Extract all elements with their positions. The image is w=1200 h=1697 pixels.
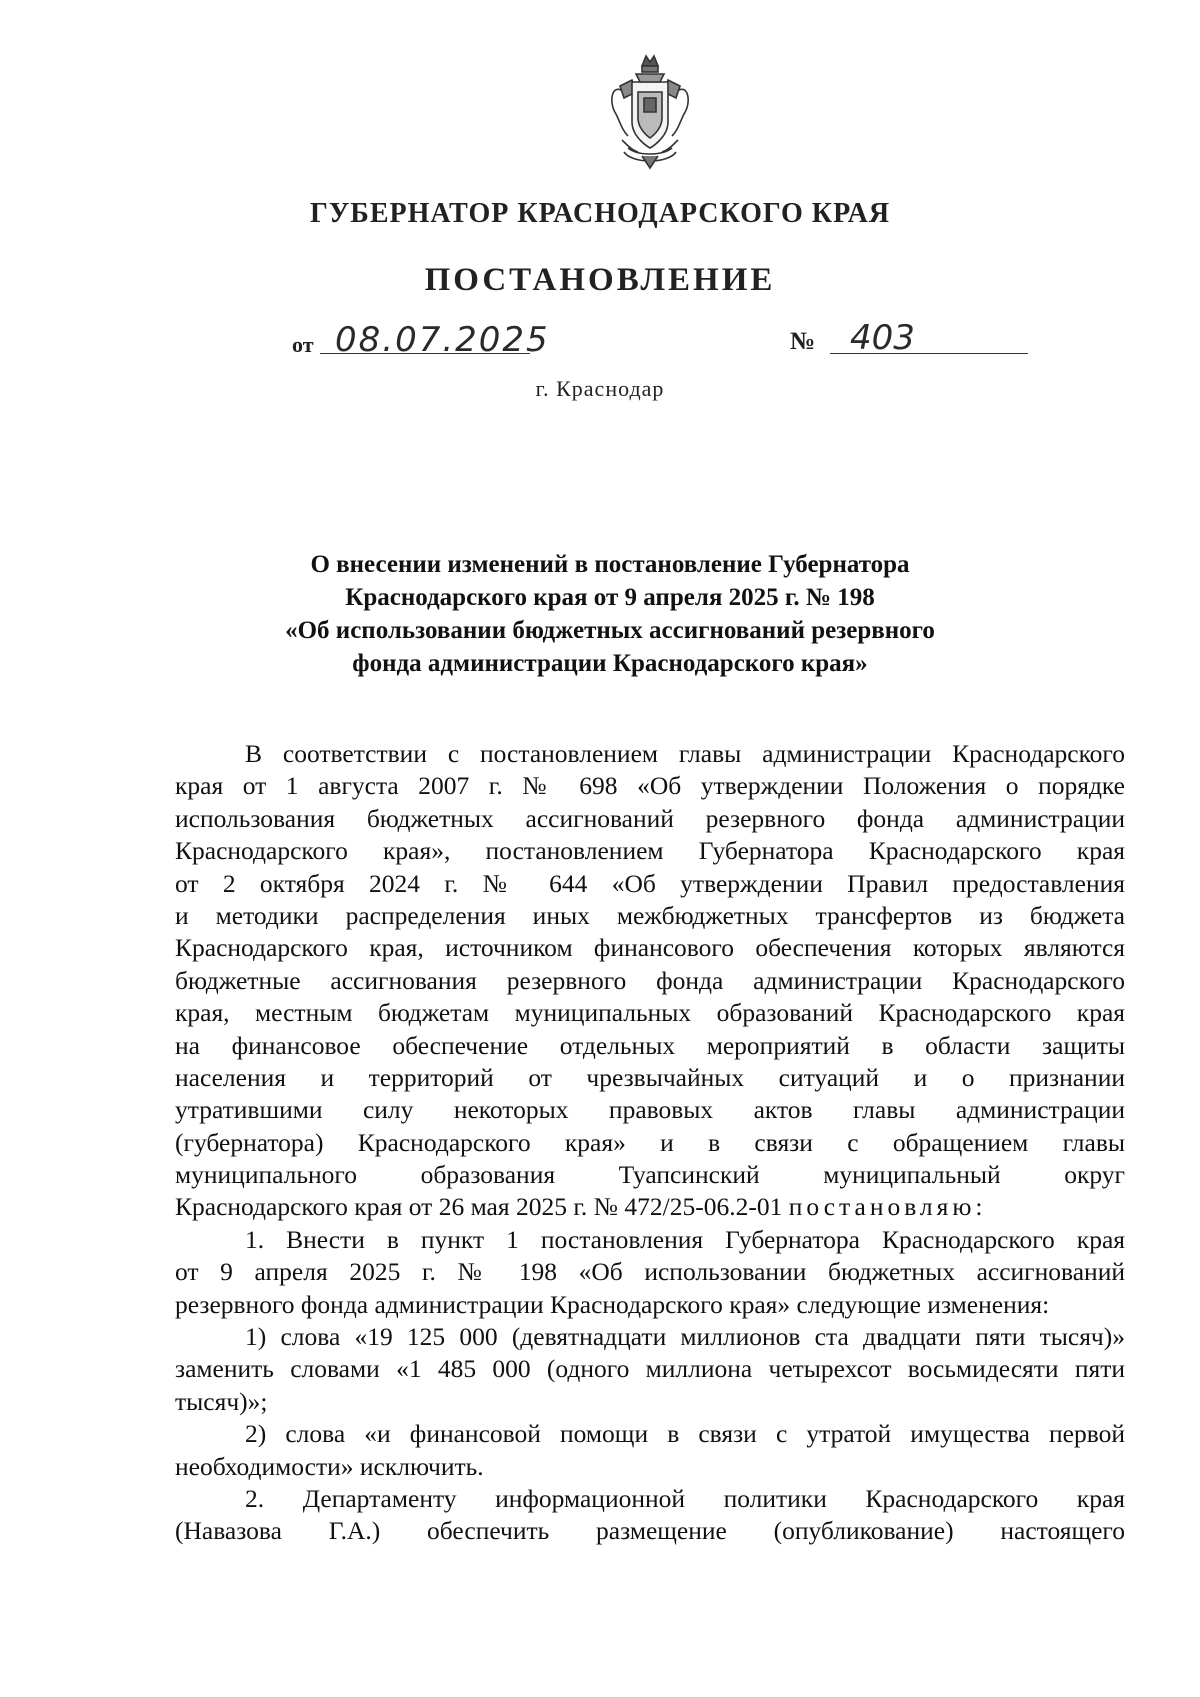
- coat-of-arms-emblem: [602, 52, 698, 172]
- body-line: тысяч)»;: [175, 1386, 268, 1416]
- issuer-title: ГУБЕРНАТОР КРАСНОДАРСКОГО КРАЯ: [309, 198, 891, 229]
- body-line: от 9 апреля 2025 г. № 198 «Об использовании бюджетных ассигнований: [175, 1257, 1125, 1287]
- subject-line: О внесении изменений в постановление Губернатора: [310, 551, 910, 578]
- body-line: края, местным бюджетам муниципальных образований Краснодарского края: [175, 998, 1125, 1028]
- document-type: ПОСТАНОВЛЕНИЕ: [424, 262, 776, 298]
- body-line: заменить словами «1 485 000 (одного миллиона четырехсот восьмидесяти пяти: [175, 1354, 1125, 1384]
- body-line: В соответствии с постановлением главы администрации Краснодарского: [245, 739, 1125, 768]
- body-line: 2) слова «и финансовой помощи в связи с утратой имущества первой: [245, 1419, 1125, 1449]
- city: г. Краснодар: [535, 376, 665, 401]
- number-prefix: №: [790, 328, 816, 355]
- document-body: [175, 738, 1125, 1548]
- body-line: от 2 октября 2024 г. № 644 «Об утверждении Правил предоставления: [175, 868, 1125, 898]
- body-line: края от 1 августа 2007 г. № 698 «Об утверждении Положения о порядке: [175, 771, 1125, 801]
- body-line-text: Краснодарского края от 26 мая 2025 г. № 472/25-06.2-01: [175, 1192, 783, 1222]
- subject-line: фонда администрации Краснодарского края»: [352, 650, 868, 677]
- body-line: и методики распределения иных межбюджетных трансфертов из бюджета: [175, 900, 1125, 930]
- subject-line: Краснодарского края от 9 апреля 2025 г. № 198: [345, 584, 875, 611]
- document-subject: [270, 548, 950, 680]
- body-line: утратившими силу некоторых правовых актов главы администрации: [175, 1095, 1125, 1125]
- date-prefix: от: [292, 332, 314, 357]
- body-line: (губернатора) Краснодарского края» и в связи с обращением главы: [175, 1127, 1125, 1157]
- body-line: Краснодарского края», постановлением Губернатора Краснодарского края: [175, 836, 1125, 866]
- body-line: 2. Департаменту информационной политики Краснодарского края: [245, 1483, 1125, 1513]
- body-line: бюджетные ассигнования резервного фонда администрации Краснодарского: [175, 965, 1125, 995]
- body-line: необходимости» исключить.: [175, 1451, 484, 1481]
- body-line: населения и территорий от чрезвычайных ситуаций и о признании: [175, 1062, 1125, 1092]
- body-line: резервного фонда администрации Краснодарского края» следующие изменения:: [175, 1289, 1050, 1319]
- body-line: муниципального образования Туапсинский муниципальный округ: [175, 1160, 1125, 1190]
- body-line: Краснодарского края, источником финансового обеспечения которых являются: [175, 933, 1125, 963]
- body-line: на финансовое обеспечение отдельных мероприятий в области защиты: [175, 1030, 1125, 1060]
- subject-line: «Об использовании бюджетных ассигнований резервного: [285, 617, 935, 644]
- body-line: [175, 1191, 1125, 1223]
- resolution-keyword: постановляю:: [788, 1192, 987, 1222]
- body-line: 1) слова «19 125 000 (девятнадцати миллионов ста двадцати пяти тысяч)»: [245, 1322, 1125, 1352]
- body-line: (Навазова Г.А.) обеспечить размещение (опубликование) настоящего: [175, 1516, 1125, 1546]
- document-number: 403: [850, 318, 915, 358]
- body-line: использования бюджетных ассигнований резервного фонда администрации: [175, 803, 1125, 833]
- document-date: 08.07.2025: [335, 320, 550, 360]
- body-line: 1. Внести в пункт 1 постановления Губернатора Краснодарского края: [245, 1224, 1125, 1254]
